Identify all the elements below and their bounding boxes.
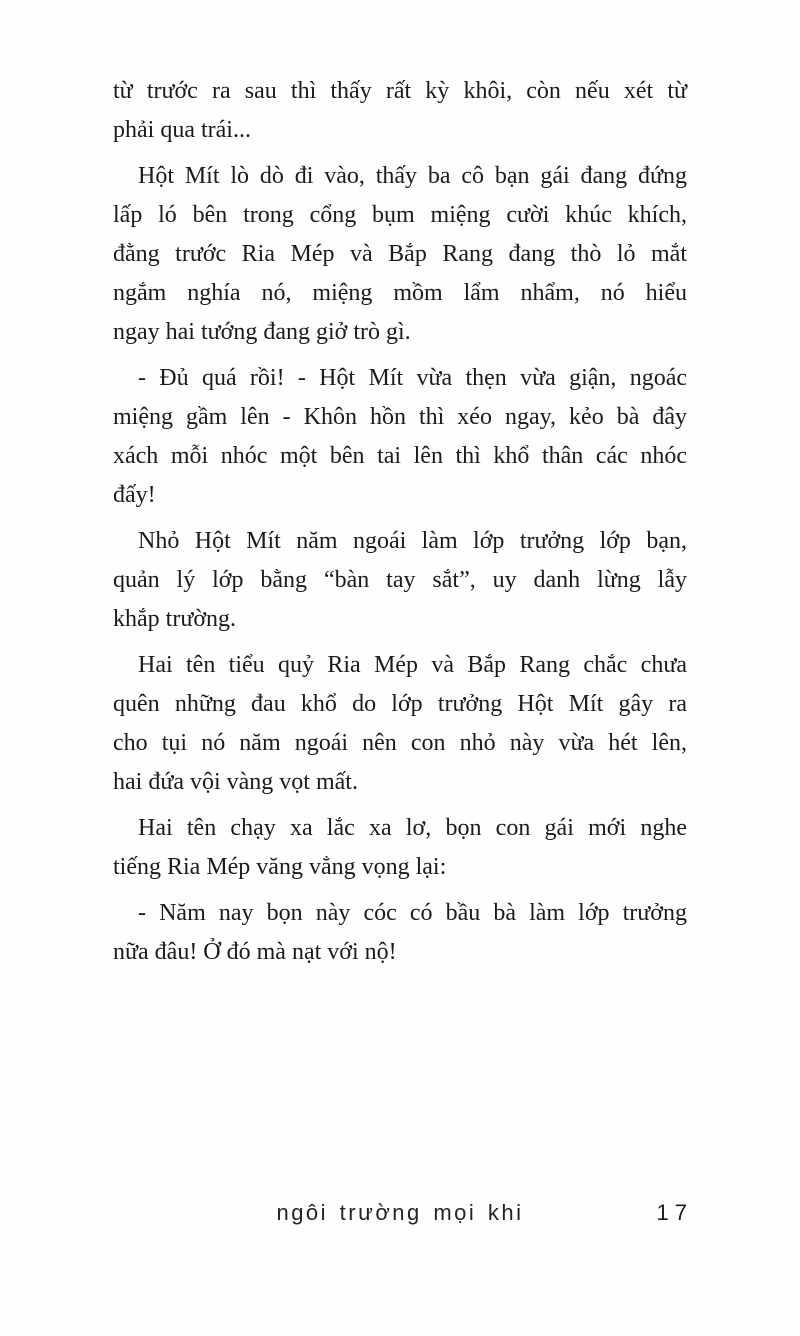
text-line: ngắm nghía nó, miệng mồm lẩm nhẩm, nó hiểu (113, 280, 687, 306)
paragraph (113, 359, 687, 515)
text-line: phải qua trái... (113, 117, 251, 143)
text-line: quên những đau khổ do lớp trưởng Hột Mít gây ra (113, 691, 687, 717)
text-line: ngay hai tướng đang giở trò gì. (113, 319, 411, 345)
text-line: tiếng Ria Mép văng vẳng vọng lại: (113, 854, 447, 880)
text-line: miệng gầm lên - Khôn hồn thì xéo ngay, kẻo bà đây (113, 404, 687, 430)
body-text (113, 72, 687, 979)
paragraph (113, 522, 687, 639)
text-line: xách mỗi nhóc một bên tai lên thì khổ thân các nhóc (113, 443, 687, 469)
paragraph (113, 809, 687, 887)
text-line: Hột Mít lò dò đi vào, thấy ba cô bạn gái đang đứng (138, 163, 687, 189)
text-line: quản lý lớp bằng “bàn tay sắt”, uy danh lừng lẫy (113, 567, 687, 593)
text-line: - Năm nay bọn này cóc có bầu bà làm lớp trưởng (138, 900, 687, 926)
running-title: ngôi trường mọi khi (276, 1200, 524, 1225)
text-line: khắp trường. (113, 606, 237, 632)
text-line: Nhỏ Hột Mít năm ngoái làm lớp trưởng lớp bạn, (138, 528, 687, 554)
text-line: đằng trước Ria Mép và Bắp Rang đang thò lỏ mắt (113, 241, 687, 267)
text-line: nữa đâu! Ở đó mà nạt với nộ! (113, 939, 397, 965)
page-footer (113, 1200, 693, 1234)
text-line: cho tụi nó năm ngoái nên con nhỏ này vừa hét lên, (113, 730, 687, 756)
text-line: lấp ló bên trong cổng bụm miệng cười khúc khích, (113, 202, 687, 228)
text-line: Hai tên tiểu quỷ Ria Mép và Bắp Rang chắc chưa (138, 652, 687, 678)
paragraph (113, 894, 687, 972)
text-line: đấy! (113, 482, 156, 508)
paragraph (113, 646, 687, 802)
text-line: Hai tên chạy xa lắc xa lơ, bọn con gái mới nghe (138, 815, 687, 841)
paragraph (113, 72, 687, 150)
paragraph (113, 157, 687, 352)
text-line: hai đứa vội vàng vọt mất. (113, 769, 358, 795)
page-number: 17 (656, 1200, 693, 1225)
text-line: từ trước ra sau thì thấy rất kỳ khôi, còn nếu xét từ (113, 78, 687, 104)
text-line: - Đủ quá rồi! - Hột Mít vừa thẹn vừa giận, ngoác (138, 365, 687, 391)
